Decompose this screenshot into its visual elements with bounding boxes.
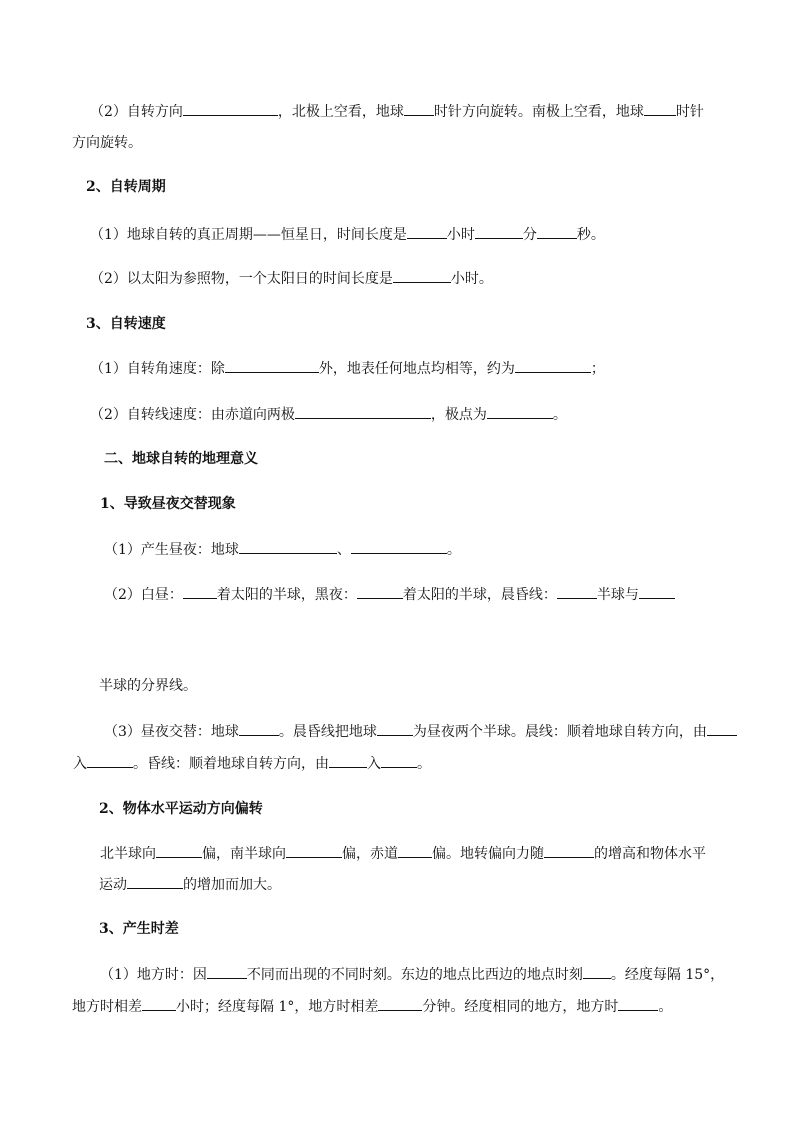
text-line: [99, 874, 281, 894]
answer-blank[interactable]: [487, 404, 553, 419]
answer-blank[interactable]: [142, 996, 176, 1011]
text-segment: 。晨昏线把地球: [278, 724, 377, 740]
section-heading: [104, 449, 258, 469]
section-heading: [99, 919, 179, 939]
text-segment: 偏。地转偏向力随: [432, 846, 544, 862]
answer-blank[interactable]: [381, 753, 417, 768]
text-line: [90, 224, 605, 244]
answer-blank[interactable]: [407, 224, 447, 239]
answer-blank[interactable]: [156, 843, 202, 858]
answer-blank[interactable]: [183, 101, 278, 116]
answer-blank[interactable]: [207, 964, 247, 979]
text-segment: 。: [552, 407, 567, 423]
text-segment: 外，地表任何地点均相等，约为: [318, 361, 515, 377]
answer-blank[interactable]: [351, 539, 447, 554]
text-segment: 。昏线：顺着地球自转方向，由: [133, 756, 329, 772]
text-segment: 的增加而加大。: [183, 877, 281, 893]
text-segment: （1）产生昼夜：地球: [104, 542, 239, 558]
text-segment: （1）地球自转的真正周期——恒星日，时间长度是: [90, 227, 407, 243]
heading-text: 2、自转周期: [86, 179, 166, 195]
heading-text: 1、导致昼夜交替现象: [100, 496, 236, 512]
section-heading: [86, 177, 166, 197]
text-line: [90, 358, 605, 378]
text-line: [104, 539, 461, 559]
text-segment: 小时；经度每隔 1°，地方时相差: [176, 999, 379, 1015]
answer-blank[interactable]: [87, 753, 133, 768]
answer-blank[interactable]: [357, 584, 403, 599]
text-segment: 运动: [99, 877, 127, 893]
text-line: [90, 101, 704, 121]
answer-blank[interactable]: [404, 101, 434, 116]
text-segment: （2）以太阳为参照物，一个太阳日的时间长度是: [90, 271, 393, 287]
text-segment: 。: [446, 542, 461, 558]
answer-blank[interactable]: [644, 101, 676, 116]
answer-blank[interactable]: [639, 584, 675, 599]
text-segment: 小时: [446, 227, 475, 243]
text-segment: 分: [522, 227, 537, 243]
answer-blank[interactable]: [557, 584, 597, 599]
text-segment: 、: [336, 542, 351, 558]
heading-text: 3、产生时差: [99, 921, 179, 937]
text-segment: 入: [367, 756, 381, 772]
text-segment: 偏，南半球向: [202, 846, 286, 862]
answer-blank[interactable]: [239, 721, 279, 736]
text-segment: 着太阳的半球，晨昏线：: [402, 587, 557, 603]
section-heading: [99, 799, 263, 819]
text-segment: 半球的分界线。: [99, 678, 197, 694]
text-segment: 的增高和物体水平: [594, 846, 706, 862]
answer-blank[interactable]: [707, 721, 737, 736]
answer-blank[interactable]: [544, 843, 594, 858]
text-segment: （1）自转角速度：除: [90, 361, 225, 377]
text-segment: 入: [73, 756, 87, 772]
text-segment: 地方时相差: [72, 999, 142, 1015]
answer-blank[interactable]: [183, 584, 217, 599]
answer-blank[interactable]: [378, 996, 422, 1011]
text-segment: ；: [590, 361, 605, 377]
text-segment: 半球与: [596, 587, 639, 603]
answer-blank[interactable]: [295, 404, 431, 419]
text-segment: 。经度每隔 15°，: [610, 967, 725, 983]
answer-blank[interactable]: [286, 843, 342, 858]
section-heading: [100, 494, 236, 514]
text-segment: （2）自转线速度：由赤道向两极: [90, 407, 295, 423]
text-line: [72, 133, 142, 153]
heading-text: 2、物体水平运动方向偏转: [99, 801, 263, 817]
text-segment: 不同而出现的不同时刻。东边的地点比西边的地点时刻: [246, 967, 583, 983]
text-segment: 秒。: [576, 227, 605, 243]
text-segment: 。: [658, 999, 673, 1015]
answer-blank[interactable]: [515, 358, 591, 373]
answer-blank[interactable]: [583, 964, 611, 979]
answer-blank[interactable]: [377, 721, 413, 736]
text-line: [72, 996, 672, 1016]
answer-blank[interactable]: [225, 358, 319, 373]
heading-text: 二、地球自转的地理意义: [104, 451, 258, 467]
text-line: [104, 584, 675, 604]
answer-blank[interactable]: [393, 268, 451, 283]
text-segment: （2）自转方向: [90, 104, 183, 120]
text-segment: 偏，赤道: [342, 846, 398, 862]
text-segment: 时针方向旋转。南极上空看，地球: [433, 104, 644, 120]
text-segment: （2）白昼：: [104, 587, 183, 603]
answer-blank[interactable]: [475, 224, 523, 239]
text-segment: 小时。: [450, 271, 493, 287]
text-segment: 北半球向: [100, 846, 156, 862]
answer-blank[interactable]: [239, 539, 337, 554]
answer-blank[interactable]: [127, 874, 183, 889]
text-segment: 。: [417, 756, 431, 772]
text-segment: （1）地方时：因: [100, 967, 207, 983]
text-segment: 分钟。经度相同的地方，地方时: [422, 999, 619, 1015]
text-line: [73, 753, 431, 773]
text-line: [104, 721, 737, 741]
text-line: [100, 843, 706, 863]
text-segment: （3）昼夜交替：地球: [104, 724, 239, 740]
text-segment: ，北极上空看，地球: [277, 104, 404, 120]
text-line: [100, 964, 724, 984]
text-segment: 方向旋转。: [72, 135, 142, 151]
text-line: [90, 268, 493, 288]
text-segment: 时针: [675, 104, 704, 120]
text-segment: ，极点为: [430, 407, 487, 423]
answer-blank[interactable]: [618, 996, 658, 1011]
answer-blank[interactable]: [329, 753, 367, 768]
section-heading: [86, 314, 166, 334]
text-line: [90, 404, 567, 424]
heading-text: 3、自转速度: [86, 316, 166, 332]
text-segment: 着太阳的半球，黑夜：: [216, 587, 357, 603]
text-segment: 为昼夜两个半球。晨线：顺着地球自转方向，由: [412, 724, 707, 740]
text-line: [99, 676, 197, 696]
answer-blank[interactable]: [398, 843, 432, 858]
answer-blank[interactable]: [537, 224, 577, 239]
